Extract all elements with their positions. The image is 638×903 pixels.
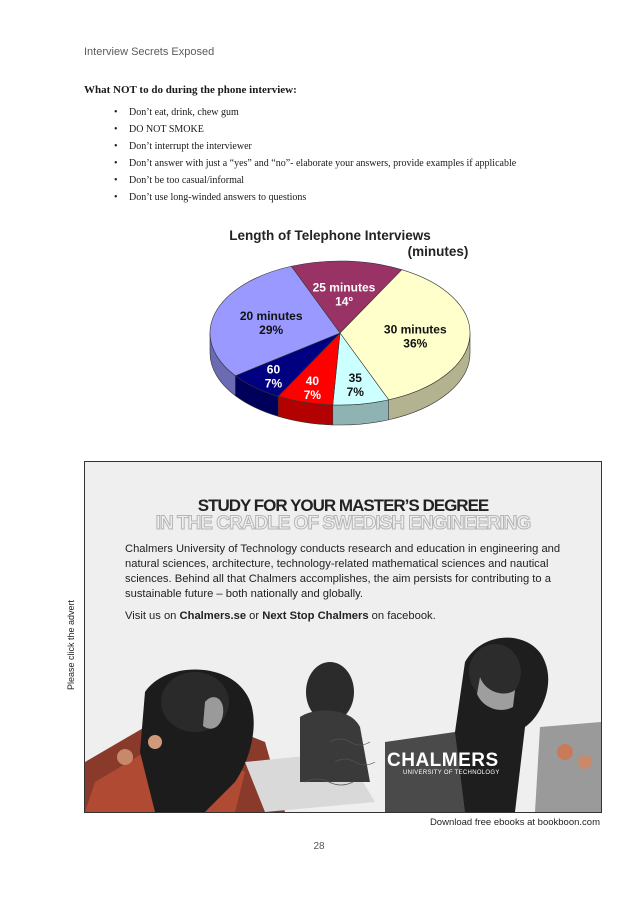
bullet-icon: • <box>114 141 118 152</box>
pie-slice-value-label: 7% <box>264 376 283 391</box>
pie-slice-label: 20 minutes <box>239 309 303 324</box>
pie-chart-svg <box>200 218 490 438</box>
advert-visit-line: Visit us on Chalmers.se or Next Stop Chalmers on facebook. <box>125 610 436 622</box>
page-number: 28 <box>313 841 325 852</box>
pie-slice-value-label: 14º <box>335 294 353 309</box>
pie-slice-label: 25 minutes <box>312 280 376 295</box>
bullet-icon: • <box>114 175 118 186</box>
pie-chart <box>200 218 490 438</box>
list-item: • Don’t answer with just a “yes” and “no”- elaborate your answers, provide examples if applicable <box>112 155 516 172</box>
advert-photo <box>85 632 601 812</box>
list-item: • Don’t interrupt the interviewer <box>112 138 516 155</box>
pie-slice-value-label: 36% <box>403 336 428 351</box>
list-item: • Don’t use long-winded answers to questions <box>112 189 516 206</box>
pie-slice-value-label: 7% <box>346 385 364 400</box>
bullet-icon: • <box>114 158 118 169</box>
bullet-icon: • <box>114 124 118 135</box>
pie-slice-label: 40 <box>305 374 320 389</box>
running-header: Interview Secrets Exposed <box>84 46 215 58</box>
facebook-link[interactable]: Next Stop Chalmers <box>262 610 369 622</box>
bullet-icon: • <box>114 192 118 203</box>
advert-headline: STUDY FOR YOUR MASTER’S DEGREE <box>197 496 489 515</box>
bullet-icon: • <box>114 107 118 118</box>
chart-title: Length of Telephone Interviews <box>229 228 431 243</box>
pie-slice-label: 30 minutes <box>383 322 447 337</box>
bullet-list <box>112 104 516 206</box>
download-link[interactable]: Download free ebooks at bookboon.com <box>429 817 600 828</box>
pie-slice-value-label: 29% <box>259 323 284 338</box>
advert-subheadline: IN THE CRADLE OF SWEDISH ENGINEERING <box>155 513 531 534</box>
pie-slice-value-label: 7% <box>303 388 322 403</box>
pie-slice-label: 60 <box>266 362 281 377</box>
advert-side-label[interactable]: Please click the advert <box>66 599 76 690</box>
chart-subtitle: (minutes) <box>407 244 469 259</box>
pie-slice-label: 35 <box>348 371 362 386</box>
list-item: • Don’t be too casual/informal <box>112 172 516 189</box>
advert-banner[interactable] <box>84 461 602 813</box>
section-title: What NOT to do during the phone interview: <box>84 84 297 96</box>
chalmers-link[interactable]: Chalmers.se <box>179 610 247 622</box>
chalmers-logo: CHALMERS UNIVERSITY OF TECHNOLOGY <box>387 750 500 776</box>
list-item: • Don’t eat, drink, chew gum <box>112 104 516 121</box>
advert-body: Chalmers University of Technology conducts research and education in engineering and natural sciences, architecture, technology-related mathematical sciences and nautical sciences. Behind all that Chalmers accomplishes, the aim persists for contributing to a sustainable future – both nationally and globally. <box>125 543 561 600</box>
list-item: • DO NOT SMOKE <box>112 121 516 138</box>
